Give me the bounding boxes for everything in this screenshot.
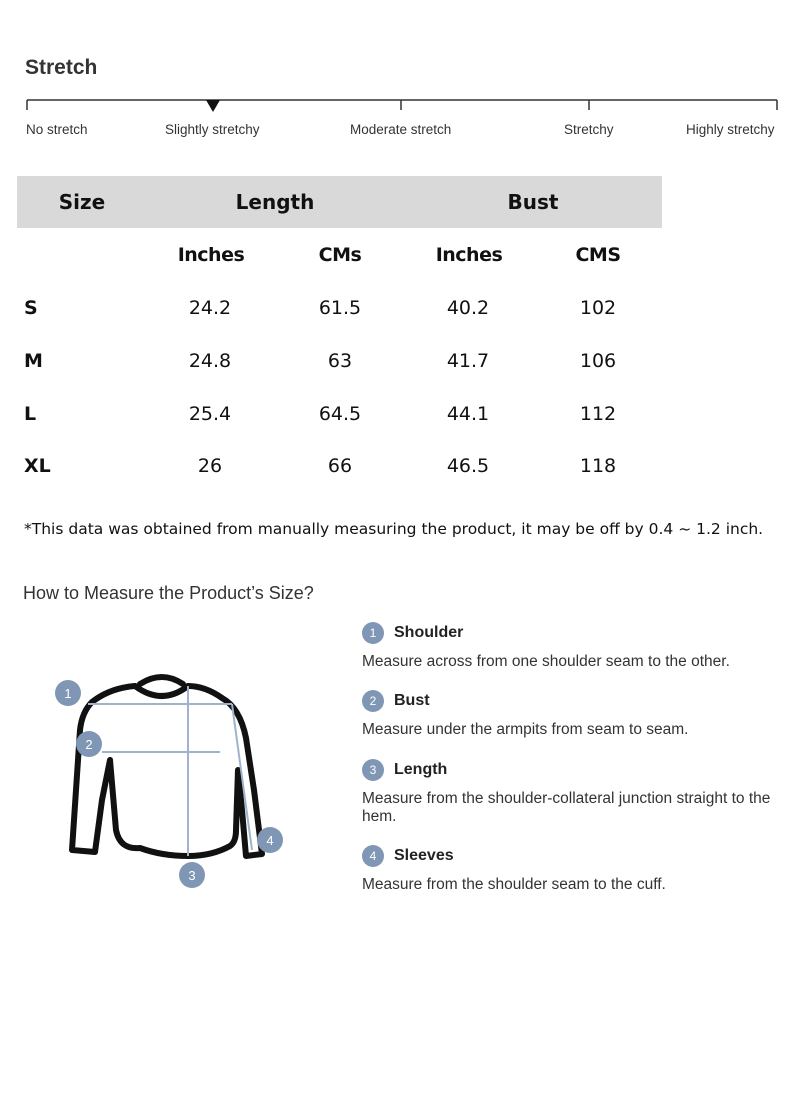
cell-bust-cm: 112 (579, 403, 617, 425)
step-title: Bust (394, 692, 430, 709)
cell-bust-in: 40.2 (446, 297, 490, 319)
marker-4-number: 4 (266, 833, 274, 848)
measure-step-length (362, 759, 772, 826)
stretch-level-label: Slightly stretchy (165, 122, 260, 137)
stretch-level-label: Moderate stretch (350, 122, 452, 137)
cell-bust-in: 41.7 (446, 350, 490, 372)
cell-bust-cm: 118 (579, 455, 617, 477)
cell-bust-in: 44.1 (446, 403, 490, 425)
step-title: Shoulder (394, 624, 464, 641)
measurement-note: *This data was obtained from manually measuring the product, it may be off by 0.4 ~ 1.2 inch. (24, 520, 764, 538)
cell-bust-in: 46.5 (446, 455, 490, 477)
cell-length-in: 24.2 (188, 297, 232, 319)
step-description: Measure under the armpits from seam to seam. (362, 721, 689, 738)
cell-bust-cm: 106 (579, 350, 617, 372)
row-size-label: XL (24, 455, 51, 477)
cell-length-cm: 63 (327, 350, 353, 372)
step-number-icon: 3 (362, 759, 384, 781)
cell-length-cm: 64.5 (318, 403, 362, 425)
subheader-length-inches: Inches (177, 244, 245, 266)
cell-length-cm: 66 (327, 455, 353, 477)
measure-step-bust (362, 690, 772, 739)
table-header-background (17, 176, 662, 228)
subheader-bust-cms: CMS (575, 244, 621, 266)
cell-length-in: 25.4 (188, 403, 232, 425)
step-title: Length (394, 761, 448, 778)
row-size-label: M (24, 350, 43, 372)
header-bust: Bust (507, 190, 559, 214)
row-size-label: S (24, 297, 38, 319)
step-description: Measure from the shoulder-collateral junction straight to the hem. (362, 790, 771, 825)
measure-step-sleeves (362, 845, 772, 894)
stretch-level-label: No stretch (26, 122, 88, 137)
step-title: Sleeves (394, 847, 454, 864)
subheader-length-cms: CMs (318, 244, 362, 266)
cell-length-in: 26 (197, 455, 223, 477)
how-to-measure-title: How to Measure the Product’s Size? (23, 583, 314, 603)
header-size: Size (58, 190, 106, 214)
marker-2-number: 2 (85, 737, 93, 752)
stretch-indicator (206, 100, 220, 112)
marker-3-number: 3 (188, 868, 196, 883)
step-description: Measure from the shoulder seam to the cuff. (362, 876, 666, 893)
step-description: Measure across from one shoulder seam to the other. (362, 653, 730, 670)
cell-length-cm: 61.5 (318, 297, 362, 319)
stretch-title: Stretch (25, 56, 98, 79)
header-length: Length (235, 190, 315, 214)
stretch-level-label: Stretchy (564, 122, 614, 137)
step-number-icon: 1 (362, 622, 384, 644)
marker-1-number: 1 (64, 686, 72, 701)
cell-bust-cm: 102 (579, 297, 617, 319)
measure-step-shoulder (362, 622, 772, 671)
subheader-bust-inches: Inches (435, 244, 503, 266)
step-number-icon: 2 (362, 690, 384, 712)
row-size-label: L (24, 403, 37, 425)
stretch-scale (0, 90, 800, 150)
sweater-diagram (40, 660, 340, 900)
stretch-level-label: Highly stretchy (686, 122, 775, 137)
cell-length-in: 24.8 (188, 350, 232, 372)
step-number-icon: 4 (362, 845, 384, 867)
